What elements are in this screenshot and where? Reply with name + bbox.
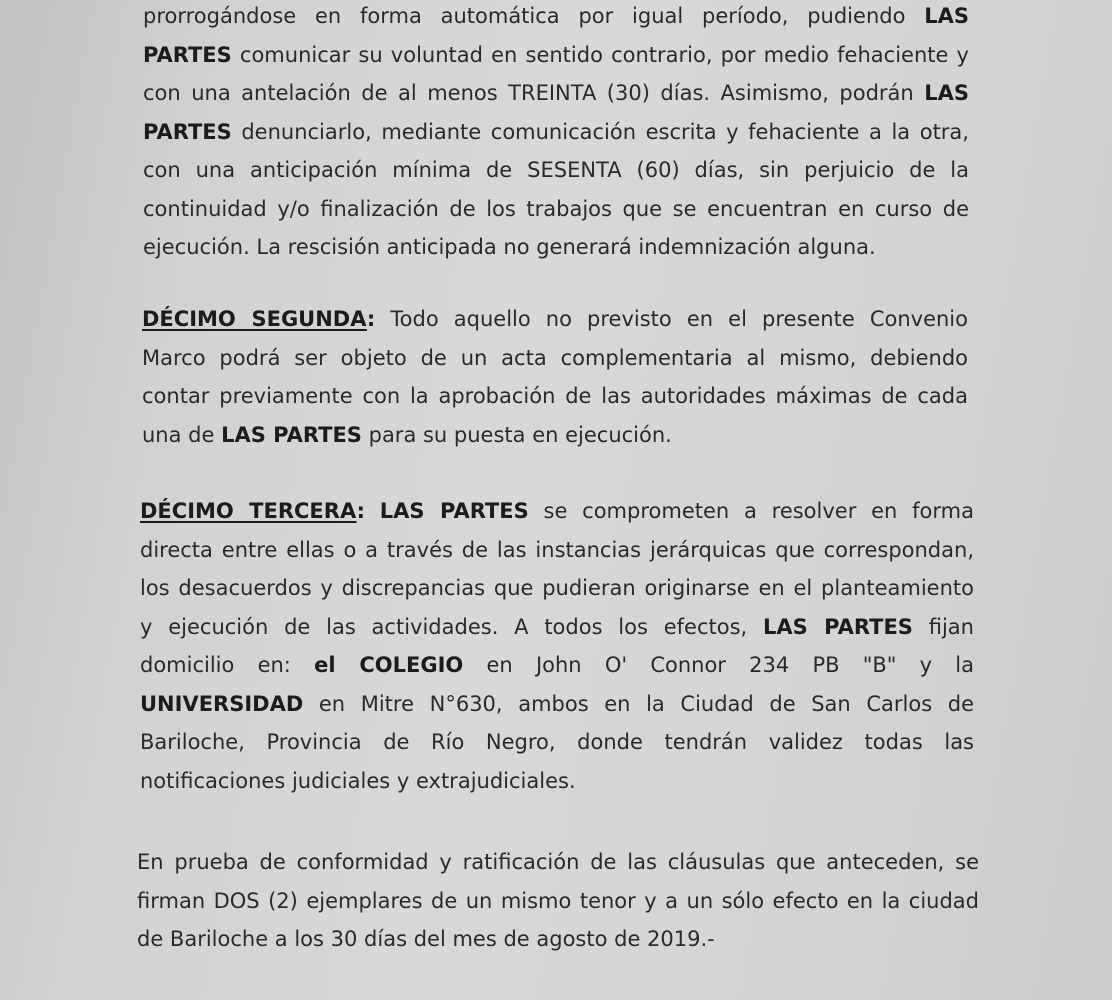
- text-line: En prueba de conformidad y ratificación de las cláusulas que anteceden, se: [137, 850, 979, 874]
- text-line: directa entre ellas o a través de las instancias jerárquicas que correspondan,: [140, 537, 974, 562]
- text-line: una de LAS PARTES para su puesta en ejecución.: [142, 422, 672, 447]
- clause-heading: DÉCIMO SEGUNDA: [142, 307, 367, 331]
- text-line: domicilio en: el COLEGIO en John O' Connor 234 PB "B" y la: [140, 653, 974, 677]
- clause-twelve: [142, 300, 968, 454]
- text-line: notificaciones judiciales y extrajudiciales.: [140, 768, 576, 793]
- text-line: firman DOS (2) ejemplares de un mismo tenor y a un sólo efecto en la ciudad: [137, 888, 979, 913]
- text-line: PARTES denunciarlo, mediante comunicación escrita y fehaciente a la otra,: [143, 119, 969, 144]
- text-line: los desacuerdos y discrepancias que pudieran originarse en el planteamiento: [140, 576, 974, 600]
- bold-term: LAS: [924, 4, 969, 28]
- text-line: UNIVERSIDAD en Mitre N°630, ambos en la Ciudad de San Carlos de: [140, 691, 974, 716]
- text-line: Marco podrá ser objeto de un acta complementaria al mismo, debiendo: [142, 345, 968, 370]
- text-line: contar previamente con la aprobación de las autoridades máximas de cada: [142, 384, 968, 408]
- text-line: con una antelación de al menos TREINTA (30) días. Asimismo, podrán LAS: [143, 81, 969, 105]
- bold-term: LAS PARTES: [221, 422, 362, 447]
- text-line: de Bariloche a los 30 días del mes de agosto de 2019.-: [137, 927, 715, 951]
- bold-term: LAS PARTES: [379, 499, 529, 523]
- text-line: Bariloche, Provincia de Río Negro, donde tendrán validez todas las: [140, 730, 974, 754]
- bold-term: PARTES: [143, 42, 232, 67]
- bold-term: LAS: [924, 81, 969, 105]
- closing-paragraph: [137, 843, 979, 959]
- clause-heading: DÉCIMO TERCERA: [140, 499, 357, 523]
- text-line: ejecución. La rescisión anticipada no generará indemnización alguna.: [143, 235, 876, 259]
- bold-term: PARTES: [143, 119, 232, 144]
- text-line: DÉCIMO TERCERA: LAS PARTES se comprometen a resolver en forma: [140, 499, 974, 523]
- text-line: con una anticipación mínima de SESENTA (60) días, sin perjuicio de la: [143, 158, 969, 182]
- text-line: y ejecución de las actividades. A todos los efectos, LAS PARTES fijan: [140, 614, 974, 639]
- bold-term: el COLEGIO: [314, 653, 464, 677]
- text-line: DÉCIMO SEGUNDA: Todo aquello no previsto en el presente Convenio: [142, 307, 968, 331]
- clause-thirteen: [140, 492, 974, 800]
- text-line: PARTES comunicar su voluntad en sentido contrario, por medio fehaciente y: [143, 42, 969, 67]
- clause-eleven-continuation: [143, 0, 969, 267]
- text-line: prorrogándose en forma automática por igual período, pudiendo LAS: [143, 4, 969, 28]
- bold-term: UNIVERSIDAD: [140, 691, 304, 716]
- bold-term: LAS PARTES: [763, 614, 913, 639]
- text-line: continuidad y/o finalización de los trabajos que se encuentran en curso de: [143, 196, 969, 221]
